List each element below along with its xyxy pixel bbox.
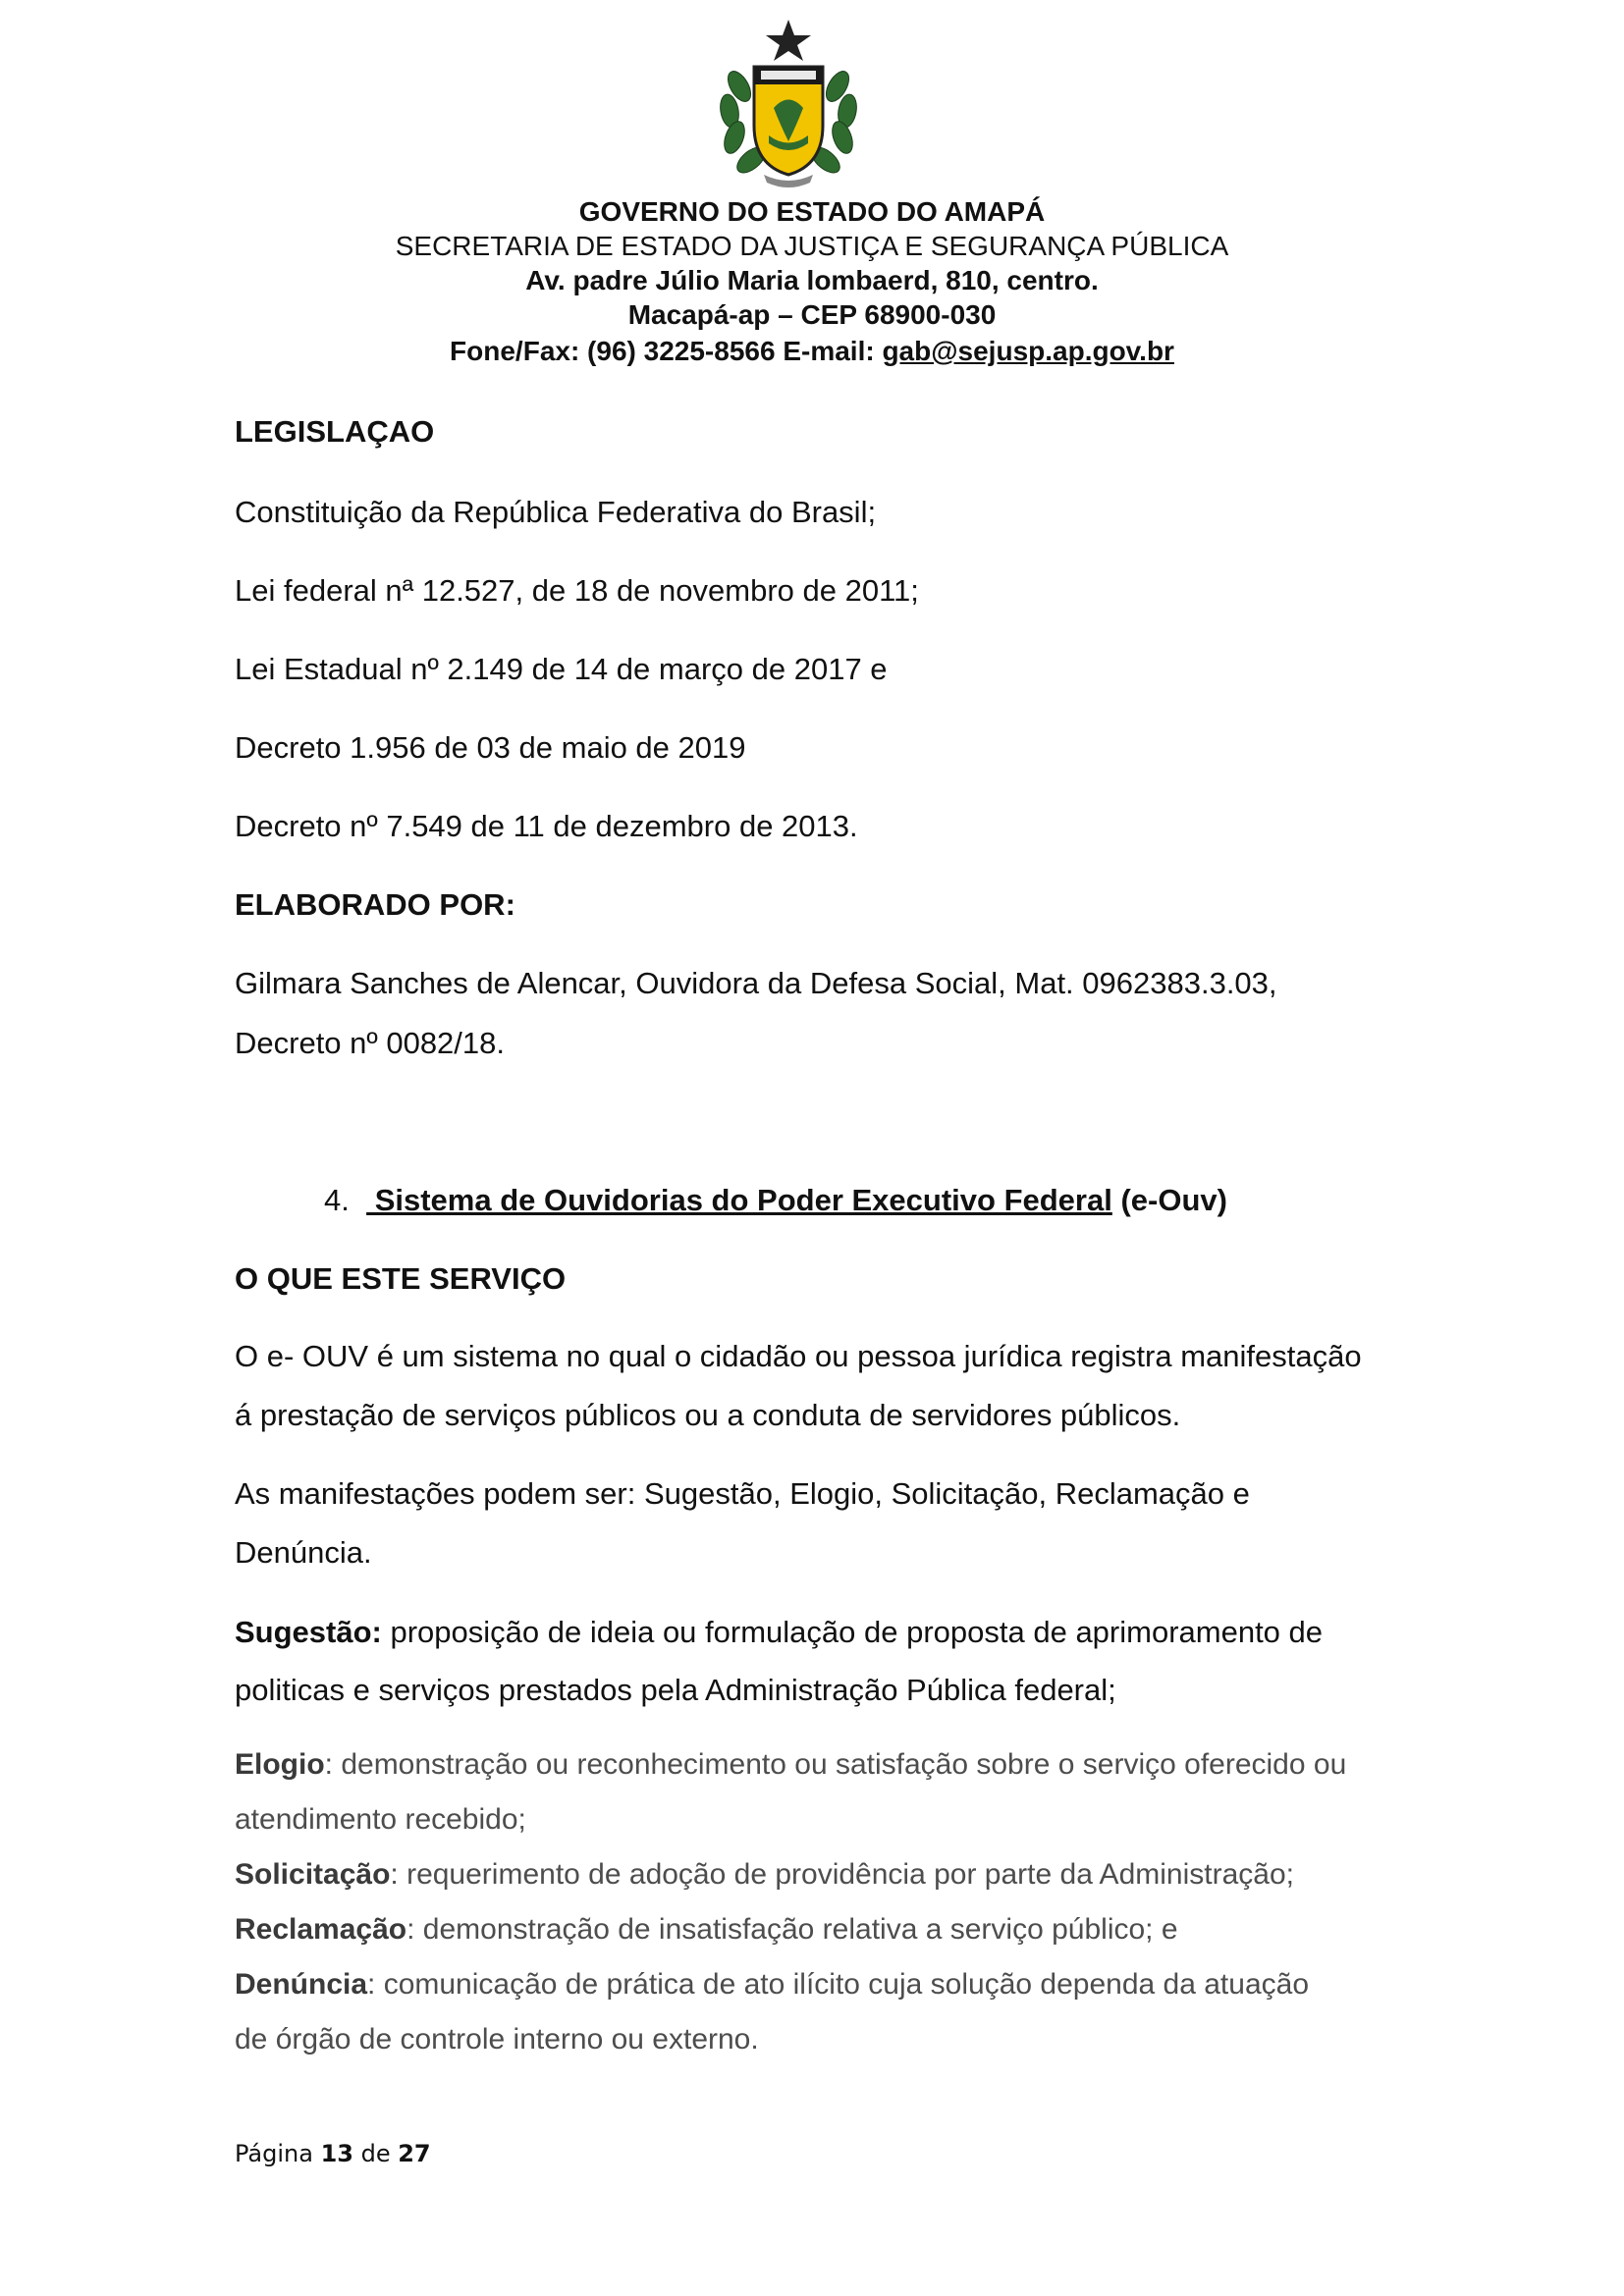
legislacao-item: Lei Estadual nº 2.149 de 14 de março de 2017 e (235, 652, 888, 686)
term-solicitacao: Solicitação (235, 1858, 391, 1891)
email-link[interactable]: gab@sejusp.ap.gov.br (882, 336, 1174, 366)
amapa-coat-of-arms-icon (700, 18, 877, 194)
page-number (235, 2140, 431, 2167)
current-page: 13 (320, 2140, 353, 2167)
header-city-cep: Macapá-ap – CEP 68900-030 (627, 299, 997, 330)
section-title (324, 1181, 1227, 1220)
total-pages: 27 (398, 2140, 431, 2167)
legislacao-item: Decreto 1.956 de 03 de maio de 2019 (235, 730, 746, 765)
definition-sugestao (235, 1613, 1323, 1652)
o-que-paragraph-line: Denúncia. (235, 1535, 372, 1570)
definition-elogio (235, 1745, 1346, 1785)
header-contact (0, 334, 1624, 368)
definition-solicitacao (235, 1855, 1294, 1895)
header-secretariat: SECRETARIA DE ESTADO DA JUSTIÇA E SEGURANÇA PÚBLICA (395, 231, 1229, 261)
o-que-paragraph-line: As manifestações podem ser: Sugestão, Elogio, Solicitação, Reclamação e (235, 1476, 1250, 1511)
page-of: de (352, 2140, 399, 2167)
definition-text: : requerimento de adoção de providência por parte da Administração; (390, 1858, 1294, 1891)
elaborado-line: Gilmara Sanches de Alencar, Ouvidora da Defesa Social, Mat. 0962383.3.03, (235, 966, 1277, 1000)
header-government-title: GOVERNO DO ESTADO DO AMAPÁ (578, 196, 1046, 227)
definition-denuncia-cont: de órgão de controle interno ou externo. (235, 2023, 759, 2056)
definition-text: : comunicação de prática de ato ilícito cuja solução dependa da atuação (367, 1968, 1310, 2001)
definition-reclamacao (235, 1910, 1178, 1949)
term-reclamacao: Reclamação (235, 1913, 407, 1946)
header-address: Av. padre Júlio Maria lombaerd, 810, centro. (525, 265, 1099, 295)
elaborado-line: Decreto nº 0082/18. (235, 1026, 506, 1060)
legislacao-item: Lei federal nª 12.527, de 18 de novembro de 2011; (235, 573, 919, 608)
legislacao-item: Decreto nº 7.549 de 11 de dezembro de 2013. (235, 809, 858, 843)
o-que-paragraph-line: á prestação de serviços públicos ou a conduta de servidores públicos. (235, 1398, 1181, 1432)
definition-text: : demonstração ou reconhecimento ou satisfação sobre o serviço oferecido ou (324, 1748, 1347, 1781)
page-label: Página (235, 2140, 321, 2167)
definition-denuncia (235, 1965, 1309, 2004)
definition-elogio-cont: atendimento recebido; (235, 1803, 526, 1836)
section-title-link[interactable]: Sistema de Ouvidorias do Poder Executivo Federal (366, 1183, 1112, 1217)
header-phone: Fone/Fax: (96) 3225-8566 E-mail: (450, 336, 883, 366)
term-sugestao: Sugestão: (235, 1615, 382, 1649)
definition-text: proposição de ideia ou formulação de proposta de aprimoramento de (381, 1615, 1324, 1649)
term-denuncia: Denúncia (235, 1968, 368, 2001)
elaborado-heading: ELABORADO POR: (235, 887, 515, 922)
o-que-paragraph-line: O e- OUV é um sistema no qual o cidadão ou pessoa jurídica registra manifestação (235, 1339, 1362, 1373)
section-title-suffix: (e-Ouv) (1111, 1183, 1227, 1217)
definition-text: : demonstração de insatisfação relativa a serviço público; e (406, 1913, 1178, 1946)
section-number: 4. (324, 1183, 350, 1217)
o-que-heading: O QUE ESTE SERVIÇO (235, 1261, 567, 1296)
legislacao-heading: LEGISLAÇAO (235, 414, 435, 449)
legislacao-item: Constituição da República Federativa do Brasil; (235, 495, 877, 529)
definition-sugestao-cont: politicas e serviços prestados pela Administração Pública federal; (235, 1673, 1116, 1707)
term-elogio: Elogio (235, 1748, 325, 1781)
